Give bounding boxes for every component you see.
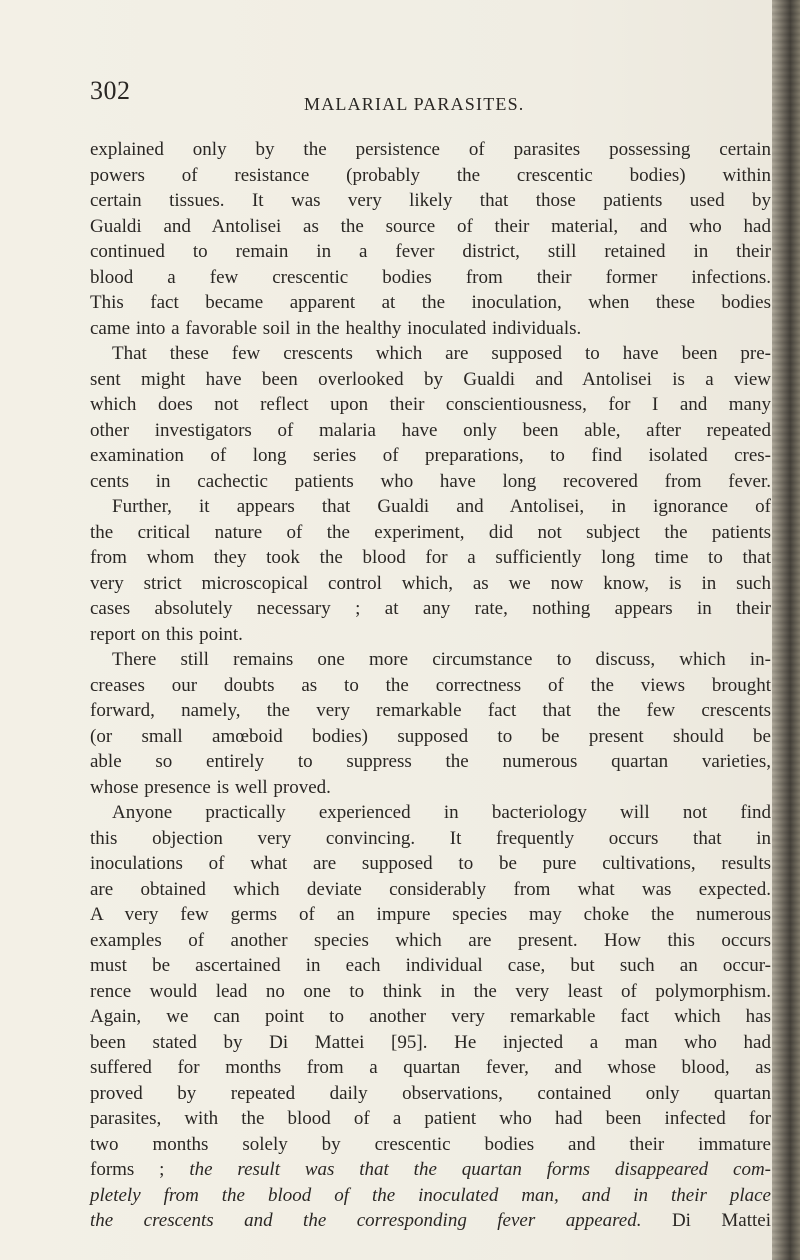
text-line: the critical nature of the experiment, did not subject the patients [90, 521, 771, 543]
text-line: powers of resistance (probably the crescentic bodies) within [90, 164, 771, 186]
text-line: the crescents and the corresponding fever appeared. Di Mattei [90, 1210, 771, 1231]
text-line: whose presence is well proved. [90, 776, 331, 798]
page-edge-shadow [772, 0, 800, 1260]
text-line: inoculations of what are supposed to be pure cultivations, results [90, 853, 771, 874]
text-line: Again, we can point to another very remarkable fact which has [90, 1006, 771, 1027]
text-line: from whom they took the blood for a sufficiently long time to that [90, 547, 771, 568]
text-line: proved by repeated daily observations, contained only quartan [90, 1082, 771, 1104]
text-line: very strict microscopical control which, as we now know, is in such [90, 572, 771, 594]
text-line: other investigators of malaria have only been able, after repeated [90, 419, 771, 441]
text-line: examination of long series of preparations, to find isolated cres- [90, 445, 771, 466]
page-header [90, 76, 770, 114]
text-line: continued to remain in a fever district, still retained in their [90, 241, 771, 262]
text-line: sent might have been overlooked by Gualdi and Antolisei is a view [90, 368, 771, 390]
text-line: which does not reflect upon their conscientiousness, for I and many [90, 394, 771, 415]
text-line: Anyone practically experienced in bacteriology will not find [112, 802, 771, 823]
text-line: pletely from the blood of the inoculated man, and in their place [90, 1184, 771, 1206]
text-line: cents in cachectic patients who have long recovered from fever. [90, 470, 771, 492]
text-line: blood a few crescentic bodies from their former infections. [90, 266, 771, 288]
text-line: forward, namely, the very remarkable fact that the few crescents [90, 700, 771, 721]
text-line: Gualdi and Antolisei as the source of their material, and who had [90, 215, 771, 237]
text-line: forms ; the result was that the quartan forms disappeared com- [90, 1159, 771, 1180]
text-line: That these few crescents which are supposed to have been pre- [112, 343, 771, 364]
text-line: examples of another species which are present. How this occurs [90, 929, 771, 951]
text-line: parasites, with the blood of a patient who had been infected for [90, 1108, 771, 1129]
text-line: must be ascertained in each individual case, but such an occur- [90, 955, 771, 976]
body-text [90, 137, 771, 1234]
text-line: came into a favorable soil in the healthy inoculated individuals. [90, 317, 582, 339]
text-line: been stated by Di Mattei [95]. He injected a man who had [90, 1031, 771, 1053]
text-line: rence would lead no one to think in the very least of polymorphism. [90, 980, 771, 1002]
text-line: There still remains one more circumstance to discuss, which in- [112, 649, 771, 670]
page-number: 302 [90, 76, 131, 105]
text-line: certain tissues. It was very likely that those patients used by [90, 190, 771, 211]
text-line: This fact became apparent at the inoculation, when these bodies [90, 292, 771, 313]
text-line: creases our doubts as to the correctness of the views brought [90, 674, 771, 696]
text-line: this objection very convincing. It frequently occurs that in [90, 827, 771, 849]
text-line: Further, it appears that Gualdi and Antolisei, in ignorance of [112, 496, 771, 517]
text-line: explained only by the persistence of parasites possessing certain [90, 139, 771, 160]
text-line: report on this point. [90, 623, 243, 645]
text-line: A very few germs of an impure species may choke the numerous [90, 904, 771, 925]
running-head: MALARIAL PARASITES. [304, 94, 525, 114]
text-line: able so entirely to suppress the numerous quartan varieties, [90, 751, 771, 772]
text-line: suffered for months from a quartan fever, and whose blood, as [90, 1057, 771, 1078]
text-line: are obtained which deviate considerably from what was expected. [90, 878, 771, 900]
text-line: cases absolutely necessary ; at any rate, nothing appears in their [90, 598, 771, 619]
text-line: (or small amœboid bodies) supposed to be present should be [90, 725, 771, 747]
text-line: two months solely by crescentic bodies and their immature [90, 1133, 771, 1155]
